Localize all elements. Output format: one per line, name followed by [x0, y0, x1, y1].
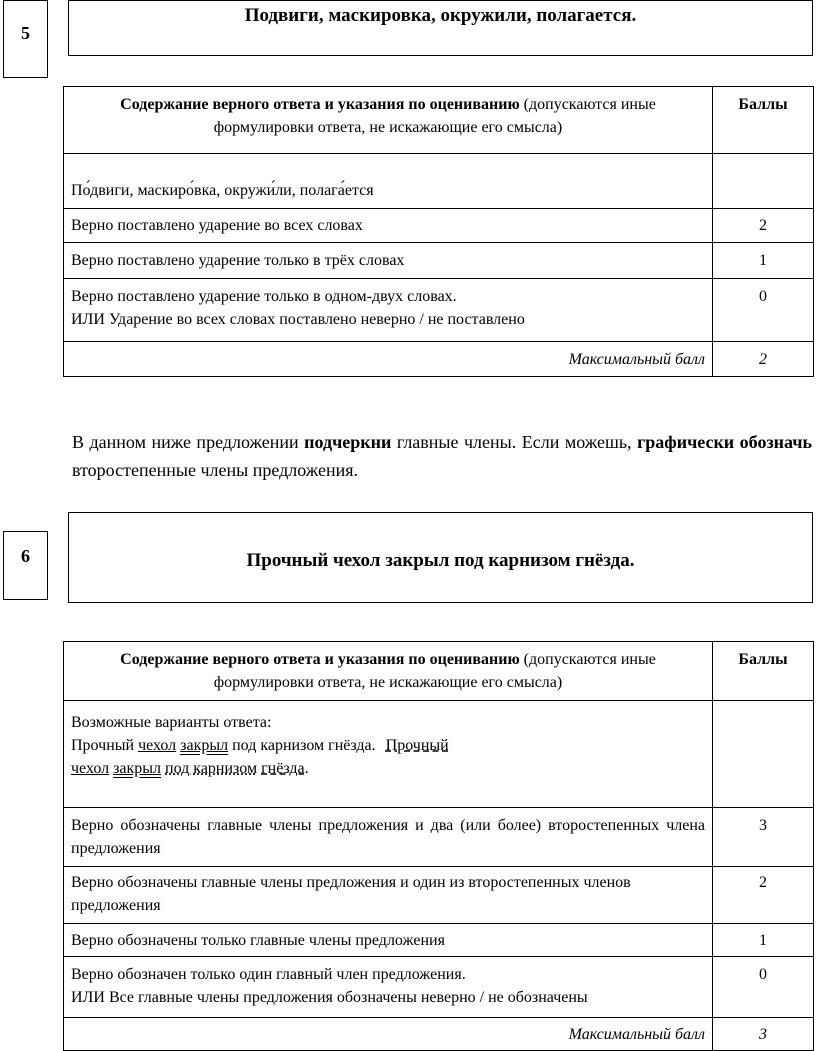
- adverbial-word: под карнизом: [165, 760, 258, 777]
- instruction-text: главные члены. Если можешь,: [391, 432, 638, 452]
- task-5-sentence-box: [68, 0, 813, 56]
- score-header: Баллы: [713, 87, 814, 154]
- table-row: [64, 867, 814, 924]
- criterion-line: ИЛИ Ударение во всех словах поставлено неверно / не поставлено: [71, 311, 525, 328]
- predicate-word: закрыл: [180, 737, 229, 754]
- task-sentence: Подвиги, маскировка, окружили, полагается.: [244, 5, 637, 26]
- object-word: гнёзда: [261, 760, 305, 777]
- max-score-row: [64, 342, 814, 377]
- table-row: [64, 957, 814, 1018]
- criterion-score: 0: [713, 279, 814, 342]
- criteria-header-note: (допускаются иные формулировки ответа, не искажающие его смысла): [213, 651, 656, 691]
- criterion-score: 3: [713, 808, 814, 867]
- task-number-6: [3, 531, 48, 600]
- table-header-row: [64, 642, 814, 701]
- answer-text: По́двиги, маскиро́вка, окружи́ли, полага́ется: [64, 154, 713, 209]
- table-row: [64, 209, 814, 243]
- instruction-bold: графически обозначь: [637, 432, 812, 452]
- criterion-line: Верно поставлено ударение только в одном-двух словах.: [71, 288, 457, 305]
- criterion-text: Верно обозначены главные члены предложения и один из второстепенных членов предложения: [64, 867, 713, 924]
- criterion-text: [64, 957, 713, 1018]
- answer-intro: Возможные варианты ответа:: [71, 714, 272, 731]
- criterion-line: Верно обозначен только один главный член предложения.: [71, 966, 466, 983]
- predicate-word: закрыл: [113, 760, 162, 777]
- criterion-line: ИЛИ Все главные члены предложения обозначены неверно / не обозначены: [71, 989, 588, 1006]
- answer-variant-2: [71, 757, 705, 780]
- max-score-value: 3: [713, 1018, 814, 1051]
- task-number-5: [3, 0, 48, 78]
- task-number-label: 6: [21, 546, 30, 566]
- table-header-row: [64, 87, 814, 154]
- task-6-sentence-box: [68, 512, 813, 603]
- criterion-score: 1: [713, 243, 814, 279]
- criterion-text: [64, 279, 713, 342]
- criteria-table-5: [63, 86, 814, 377]
- criterion-score: 1: [713, 924, 814, 957]
- max-score-value: 2: [713, 342, 814, 377]
- subject-word: чехол: [71, 760, 110, 777]
- criterion-score: 2: [713, 867, 814, 924]
- instruction-text: второстепенные члены предложения.: [72, 460, 359, 480]
- answer-cell: [64, 701, 713, 808]
- max-score-label: Максимальный балл: [64, 1018, 713, 1051]
- table-row: [64, 808, 814, 867]
- max-score-label: Максимальный балл: [64, 342, 713, 377]
- task-sentence: Прочный чехол закрыл под карнизом гнёзда.: [246, 550, 635, 571]
- task-number-label: 5: [21, 23, 30, 43]
- criteria-header-note: (допускаются иные формулировки ответа, не искажающие его смысла): [213, 96, 656, 136]
- instruction-text: В данном ниже предложении: [72, 432, 305, 452]
- criterion-score: 0: [713, 957, 814, 1018]
- answer-row: [64, 701, 814, 808]
- answer-row: [64, 154, 814, 209]
- answer-word: Прочный: [71, 737, 135, 754]
- criterion-text: Верно обозначены главные члены предложения и два (или более) второстепенных члена предложения: [64, 808, 713, 867]
- score-header: Баллы: [713, 642, 814, 701]
- answer-word: под карнизом гнёзда.: [232, 737, 376, 754]
- table-row: [64, 924, 814, 957]
- criterion-score: 2: [713, 209, 814, 243]
- criteria-header-bold: Содержание верного ответа и указания по оцениванию: [120, 651, 520, 668]
- instruction-bold: подчеркни: [304, 432, 392, 452]
- criterion-text: Верно поставлено ударение во всех словах: [64, 209, 713, 243]
- criterion-text: Верно обозначены только главные члены предложения: [64, 924, 713, 957]
- answer-punct: .: [304, 760, 309, 777]
- answer-score-empty: [713, 701, 814, 808]
- criteria-header-cell: [64, 642, 713, 701]
- criteria-header-cell: [64, 87, 713, 154]
- instruction-paragraph: [72, 428, 812, 484]
- criterion-text: Верно поставлено ударение только в трёх словах: [64, 243, 713, 279]
- attribute-word: Прочный: [385, 737, 449, 754]
- max-score-row: [64, 1018, 814, 1051]
- table-row: [64, 279, 814, 342]
- answer-variant-1: [71, 734, 705, 757]
- answer-score-empty: [713, 154, 814, 209]
- table-row: [64, 243, 814, 279]
- criteria-header-bold: Содержание верного ответа и указания по оцениванию: [120, 96, 520, 113]
- criteria-table-6: [63, 641, 814, 1051]
- subject-word: чехол: [138, 737, 177, 754]
